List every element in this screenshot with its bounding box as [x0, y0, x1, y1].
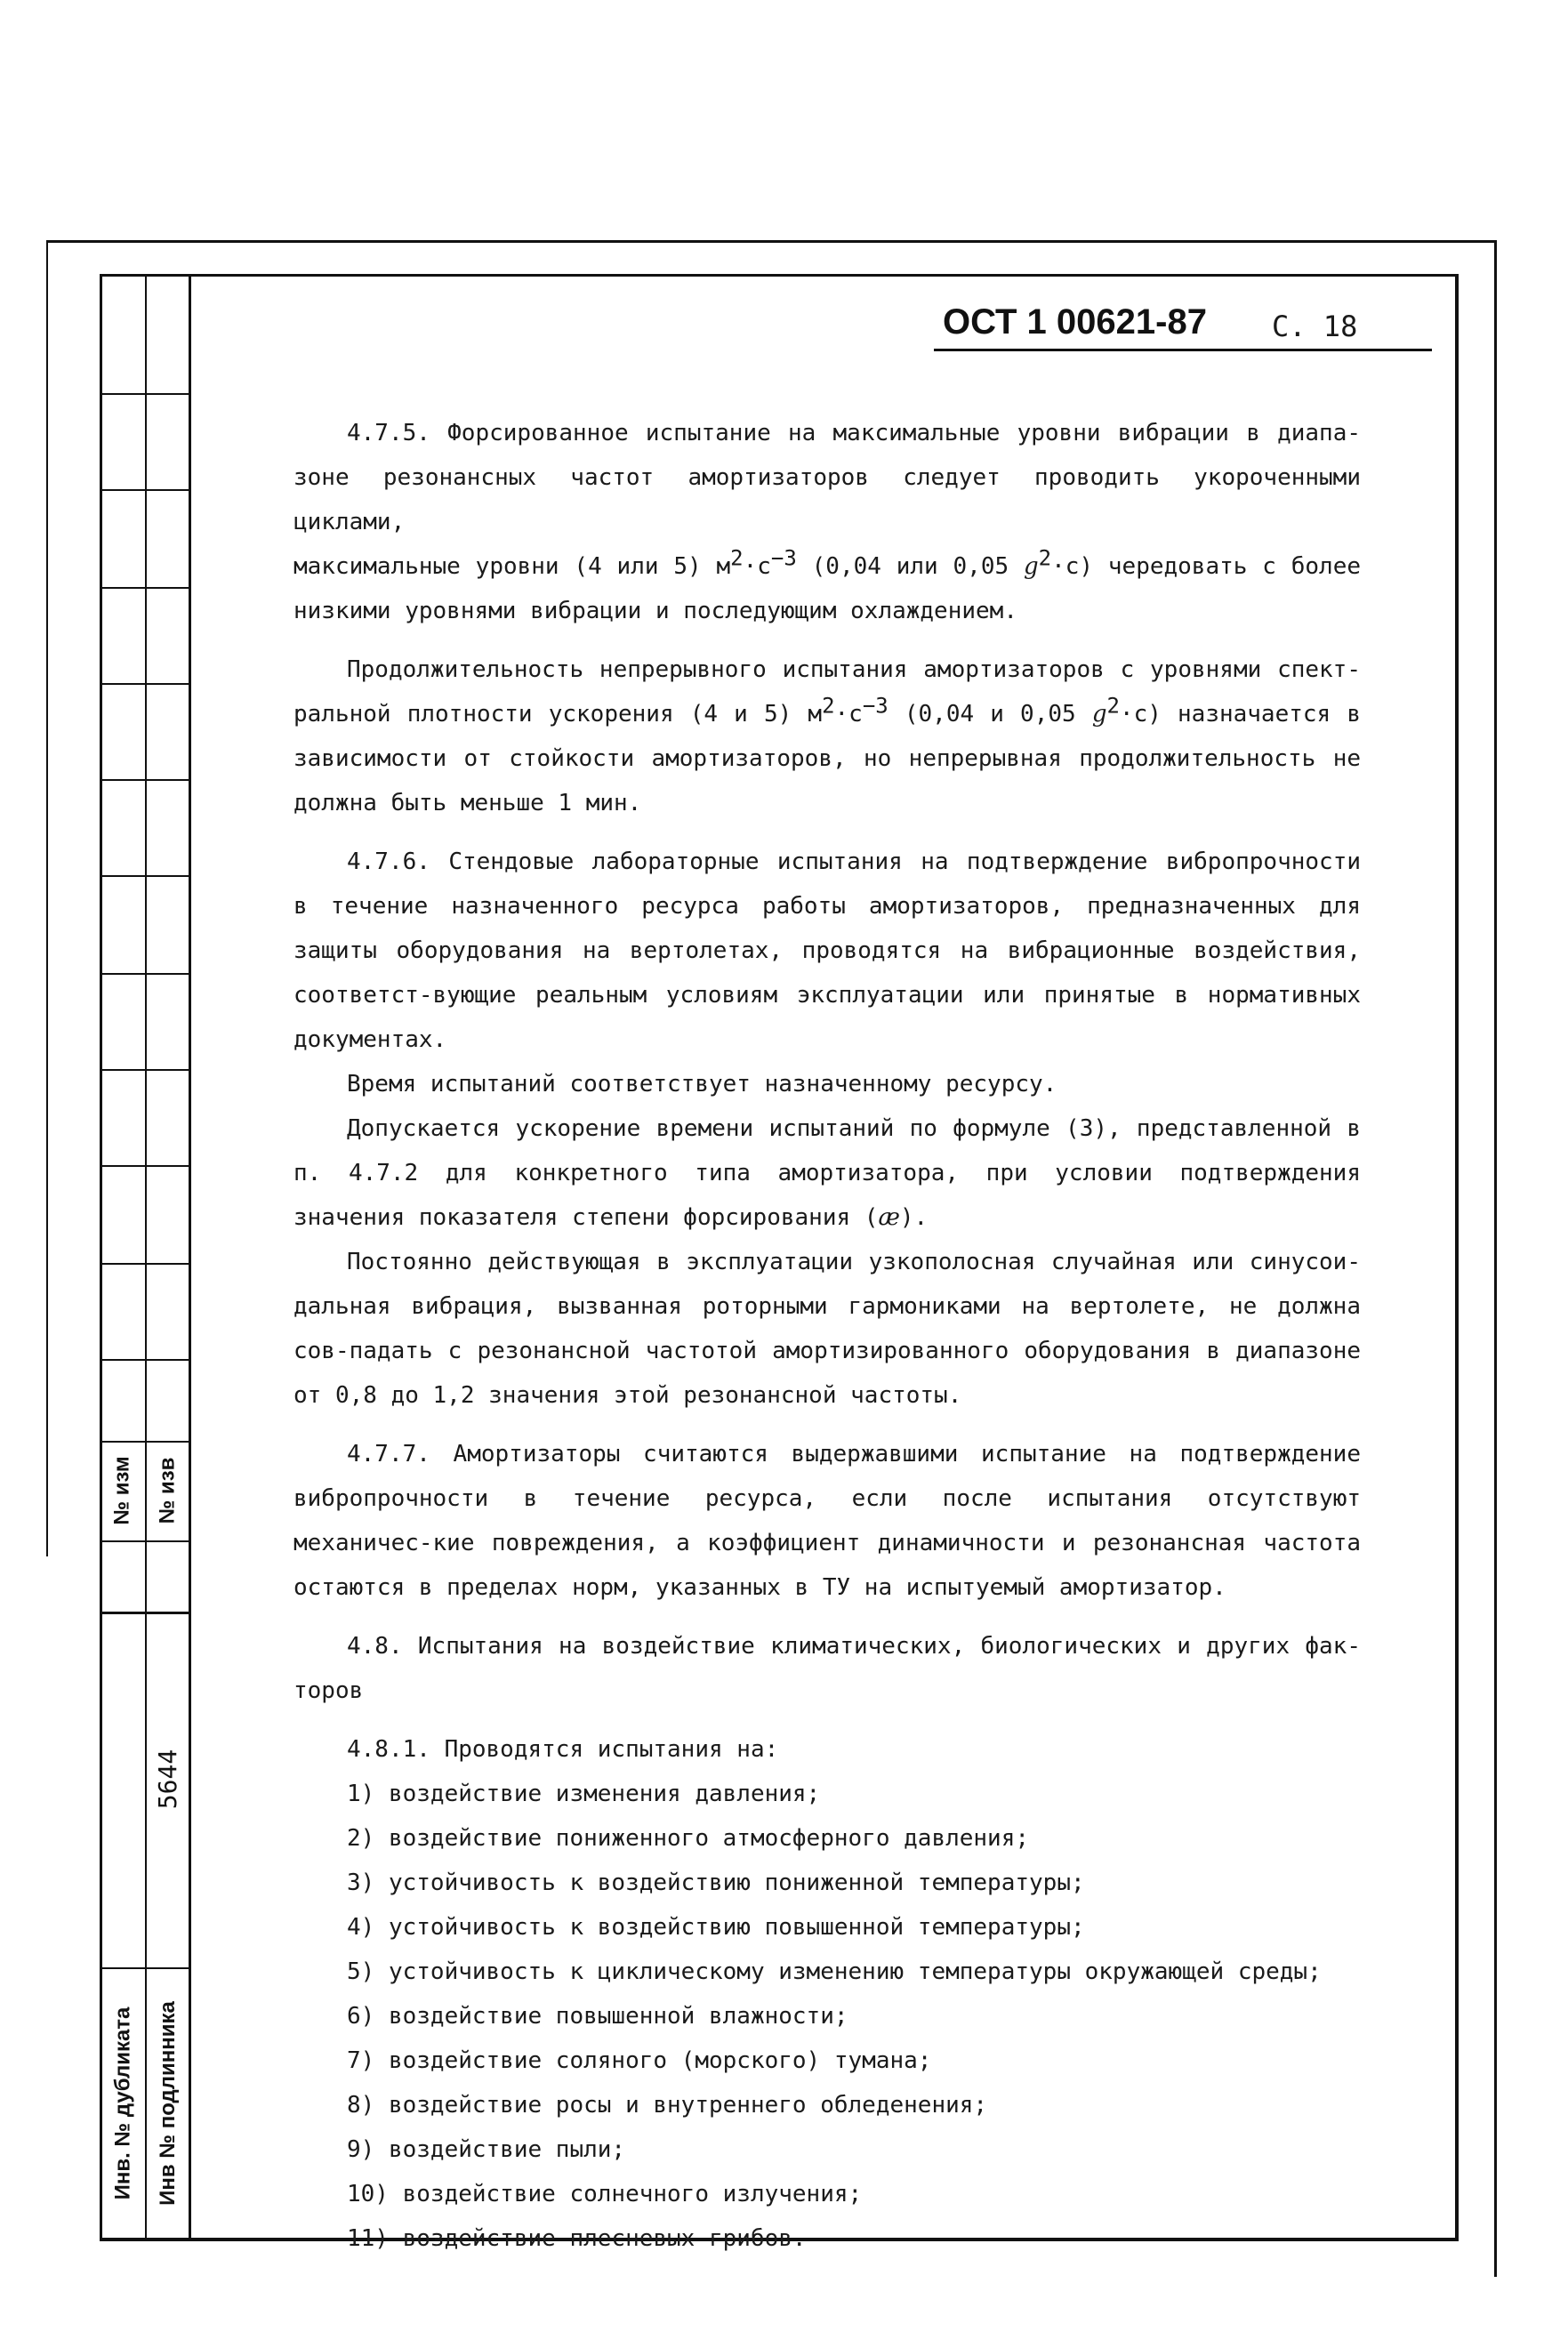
list-item: 1) воздействие изменения давления;	[347, 1781, 821, 1807]
stamp-row-line	[100, 973, 189, 975]
stamp-row-line	[100, 779, 189, 781]
paragraph-4-7-5-intro: 4.7.5. Форсированное испытание на максимальные уровни вибрации в диапа-зоне резонансных частот амортизаторов следует проводить укороченными циклами,	[293, 420, 1361, 535]
document-code: ОСТ 1 00621-87	[943, 302, 1207, 342]
list-item: 7) воздействие соляного (морского) тумана;	[347, 2047, 932, 2074]
stamp-row-line	[100, 1263, 189, 1265]
list-item: 6) воздействие повышенной влажности;	[347, 2003, 848, 2030]
frame-left	[100, 274, 102, 2241]
outer-border-top	[46, 240, 1496, 243]
paragraph-4-7-7: 4.7.7. Амортизаторы считаются выдержавшими испытание на подтверждение вибропрочности в течение ресурса, если после испытания отсутствуют механичес-кие повреждения, а коэффициент динамичности и резонансная частота остаются в пределах норм, указанных в ТУ на испытуемый амортизатор.	[293, 1441, 1361, 1601]
stamp-row-line	[100, 1967, 189, 1969]
stamp-row-line	[100, 683, 189, 685]
list-item: 9) воздействие пыли;	[347, 2136, 626, 2163]
frame-top	[100, 274, 1459, 277]
paragraph-4-8-1: 4.8.1. Проводятся испытания на:	[347, 1736, 779, 1763]
stamp-izv-label: № изв	[155, 1457, 180, 1524]
document-body	[293, 411, 1361, 2261]
list-item: 8) воздействие росы и внутреннего обледенения;	[347, 2092, 988, 2119]
stamp-inv-original-label: Инв № подлинника	[155, 2001, 180, 2206]
stamp-row-line	[100, 587, 189, 589]
paragraph-4-7-5-duration: Продолжительность непрерывного испытания амортизаторов с уровнями спект-ральной плотности ускорения (4 и 5) $м^2\cdot с^{-3}$ (0,04 и 0,05 $g^2\cdot с$) назначается в зависимости от стойкости амортизаторов, но непрерывная продолжительность не должна быть меньше 1 мин.	[293, 656, 1361, 816]
stamp-col-divider-1	[145, 274, 147, 2241]
paragraph-4-7-6-time: Время испытаний соответствует назначенному ресурсу.	[347, 1071, 1057, 1098]
stamp-izm-label: № изм	[110, 1456, 135, 1525]
list-item: 3) устойчивость к воздействию пониженной температуры;	[347, 1870, 1085, 1896]
list-item: 10) воздействие солнечного излучения;	[347, 2181, 863, 2207]
outer-border-right	[1494, 240, 1497, 2277]
stamp-row-line	[100, 875, 189, 877]
list-item: 5) устойчивость к циклическому изменению температуры окружающей среды;	[347, 1958, 1322, 1985]
page-number: С. 18	[1272, 310, 1358, 343]
stamp-row-line	[100, 393, 189, 395]
paragraph-4-7-6: 4.7.6. Стендовые лабораторные испытания на подтверждение вибропрочности в течение назначенного ресурса работы амортизаторов, предназначенных для защиты оборудования на вертолетах, проводятся на вибрационные воздействия, соответст-вующие реальным условиям эксплуатации или принятые в нормативных документах.	[293, 848, 1361, 1053]
list-item: 4) устойчивость к воздействию повышенной температуры;	[347, 1914, 1085, 1941]
stamp-inv-original-value: 5644	[153, 1749, 182, 1809]
stamp-row-line	[100, 1612, 189, 1614]
list-item: 11) воздействие плесневых грибов.	[347, 2225, 807, 2252]
paragraph-4-8: 4.8. Испытания на воздействие климатических, биологических и других фак-торов	[293, 1633, 1361, 1704]
list-item: 2) воздействие пониженного атмосферного давления;	[347, 1825, 1030, 1852]
paragraph-4-7-5-levels: максимальные уровни (4 или 5) $м^2\cdot с^{-3}$ (0,04 или 0,05 $g^2\cdot с$) чередовать с более низкими уровнями вибрации и последующим охлаждением.	[293, 545, 1361, 624]
stamp-row-line	[100, 1165, 189, 1167]
outer-border-left	[46, 240, 48, 1556]
paragraph-4-7-6-acceleration: Допускается ускорение времени испытаний по формуле (3), представленной в п. 4.7.2 для конкретного типа амортизатора, при условии подтверждения значения показателя степени форсирования (æ).	[293, 1115, 1361, 1231]
stamp-inv-duplicate-label: Инв. № дубликата	[110, 2006, 135, 2200]
paragraph-4-7-6-vibration: Постоянно действующая в эксплуатации узкополосная случайная или синусои-дальная вибрация, вызванная роторными гармониками на вертолете, не должна сов-падать с резонансной частотой амортизированного оборудования в диапазоне от 0,8 до 1,2 значения этой резонансной частоты.	[293, 1249, 1361, 1409]
stamp-row-line	[100, 1359, 189, 1361]
stamp-row-line	[100, 1069, 189, 1071]
stamp-row-line	[100, 1540, 189, 1542]
frame-right	[1455, 274, 1459, 2241]
header-underline	[934, 349, 1432, 351]
stamp-row-line	[100, 489, 189, 491]
page-header	[934, 302, 1432, 356]
stamp-col-divider-2	[189, 274, 191, 2241]
